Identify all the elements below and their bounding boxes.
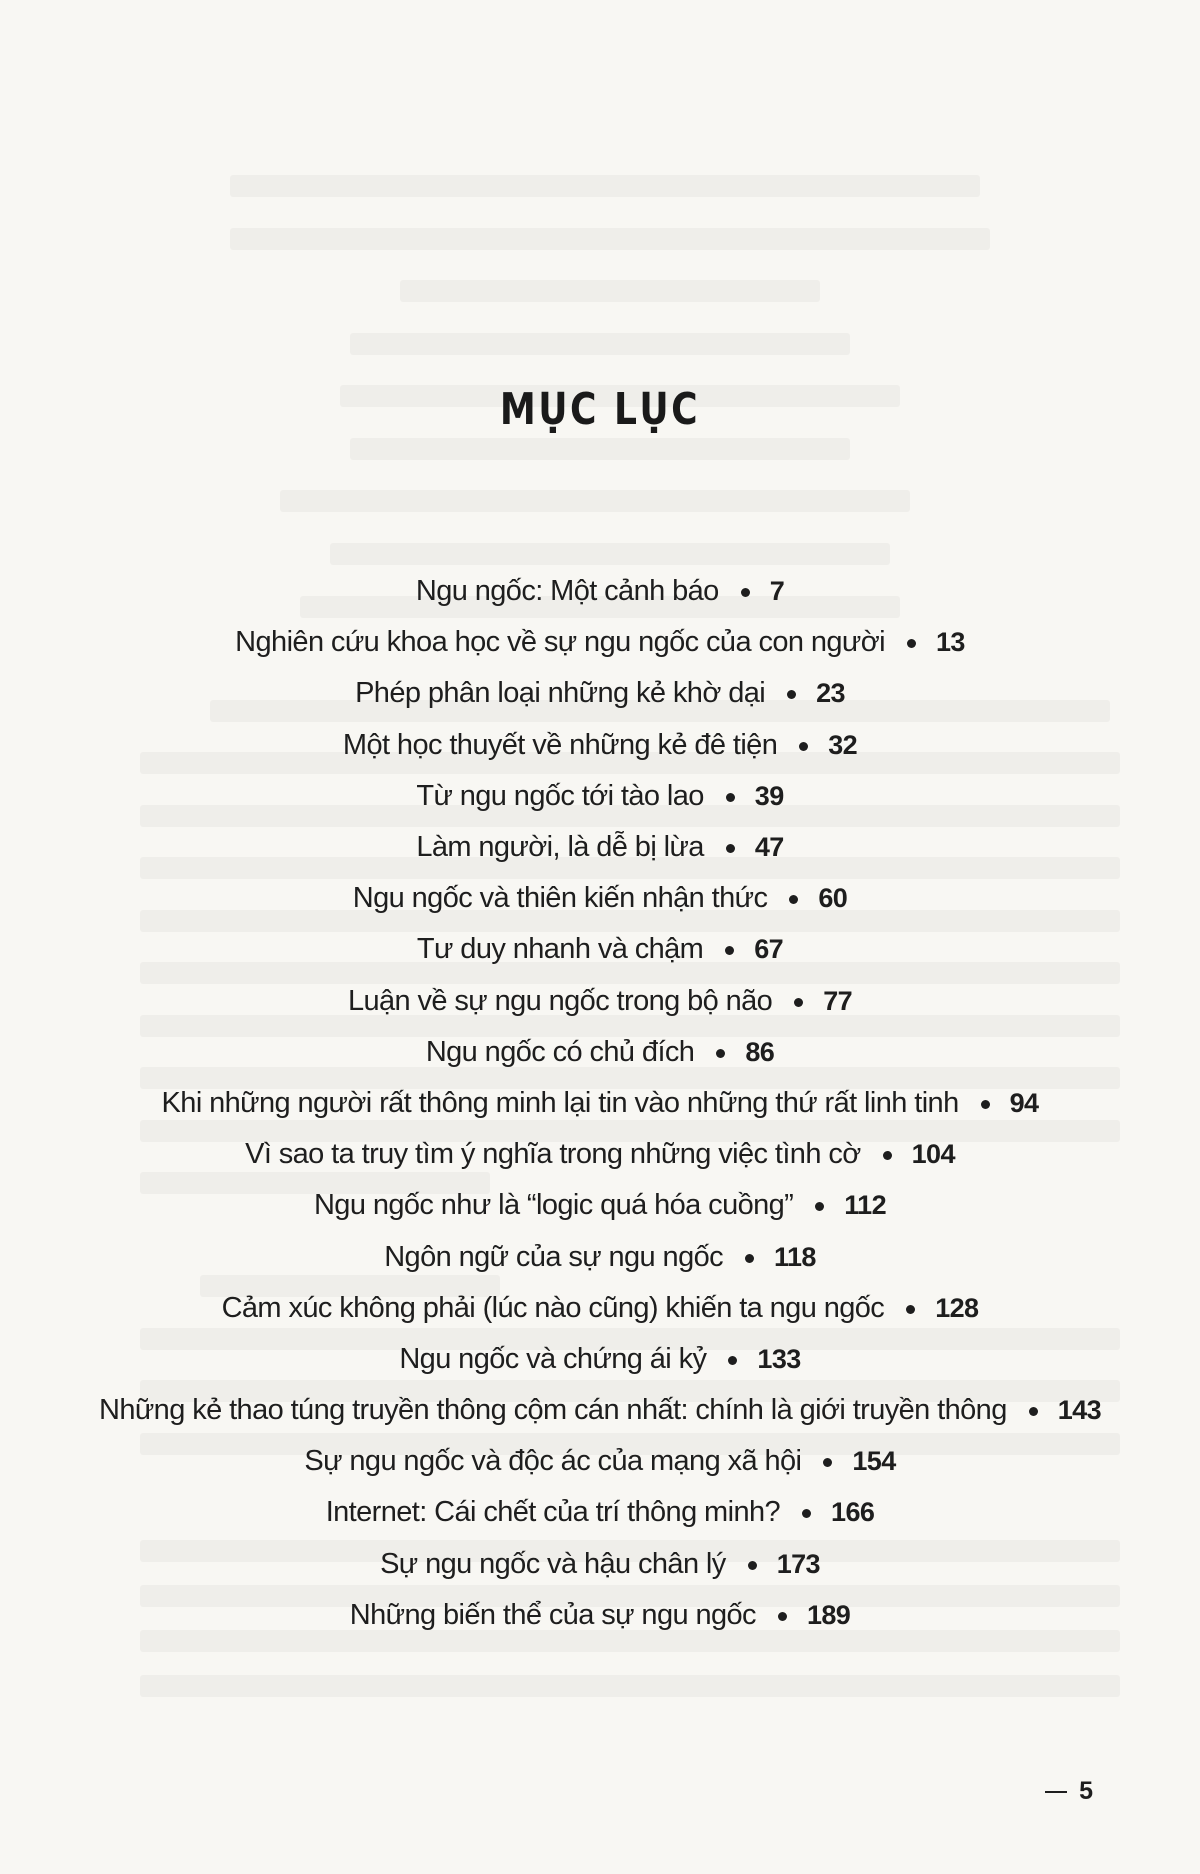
toc-entry-page: 112	[844, 1190, 887, 1221]
toc-entry-page: 143	[1057, 1395, 1101, 1426]
toc-entry-title: Internet: Cái chết của trí thông minh?	[325, 1496, 781, 1529]
bullet-icon	[787, 690, 796, 699]
toc-entry-title: Nghiên cứu khoa học về sự ngu ngốc của con người	[235, 626, 885, 659]
bullet-icon	[883, 1151, 892, 1160]
toc-entry	[0, 1078, 1200, 1129]
toc-entry-page: 104	[911, 1139, 955, 1170]
toc-entry	[0, 1590, 1200, 1641]
toc-entry-title: Ngu ngốc và thiên kiến nhận thức	[352, 882, 768, 915]
toc-entry-title: Cảm xúc không phải (lúc nào cũng) khiến ta ngu ngốc	[221, 1291, 885, 1324]
toc-entry-line	[235, 626, 965, 659]
toc-entry-line	[416, 575, 784, 608]
toc-entry-title: Tư duy nhanh và chậm	[416, 933, 704, 966]
toc-entry	[0, 822, 1200, 873]
bullet-icon	[789, 895, 798, 904]
bullet-icon	[799, 742, 808, 751]
toc-entry-line	[304, 1445, 895, 1478]
toc-entry-line	[245, 1138, 955, 1171]
toc-entry-line	[350, 1599, 850, 1632]
toc-entry-page: 133	[757, 1343, 801, 1374]
bullet-icon	[815, 1202, 824, 1211]
toc-entry-page: 86	[745, 1036, 775, 1067]
toc-entry	[0, 873, 1200, 924]
bullet-icon	[981, 1100, 990, 1109]
toc-entry	[0, 1231, 1200, 1282]
toc-entry-page: 23	[816, 678, 845, 709]
toc-entry-title: Làm người, là dễ bị lừa	[416, 831, 704, 864]
toc-entry-page: 118	[774, 1241, 816, 1272]
bullet-icon	[725, 946, 734, 955]
toc-entry-line	[426, 1036, 774, 1069]
bullet-icon	[1029, 1407, 1038, 1416]
toc-entry-line	[348, 985, 852, 1018]
toc-entry-title: Một học thuyết về những kẻ đê tiện	[342, 728, 778, 761]
toc-entry-title: Ngu ngốc và chứng ái kỷ	[399, 1342, 707, 1375]
toc-entry-page: 154	[852, 1446, 896, 1477]
bullet-icon	[794, 998, 803, 1007]
toc-entry-page: 166	[831, 1497, 875, 1528]
toc-entry-title: Những biến thể của sự ngu ngốc	[349, 1598, 756, 1631]
toc-entry-line	[314, 1189, 886, 1222]
bullet-icon	[741, 588, 750, 597]
table-of-contents	[0, 566, 1200, 1641]
toc-entry-title: Sự ngu ngốc và độc ác của mạng xã hội	[304, 1445, 802, 1478]
toc-entry-line	[416, 780, 783, 813]
bullet-icon	[728, 1356, 737, 1365]
toc-entry-line	[99, 1394, 1101, 1427]
toc-entry-title: Từ ngu ngốc tới tào lao	[416, 779, 704, 812]
toc-entry	[0, 1436, 1200, 1487]
toc-entry-page: 39	[754, 780, 784, 811]
toc-entry	[0, 1539, 1200, 1590]
toc-entry-line	[416, 831, 783, 864]
bullet-icon	[778, 1612, 787, 1621]
toc-entry-title: Sự ngu ngốc và hậu chân lý	[380, 1547, 726, 1580]
toc-entry	[0, 976, 1200, 1027]
toc-entry	[0, 566, 1200, 617]
toc-entry-page: 32	[828, 729, 858, 760]
bullet-icon	[745, 1254, 754, 1263]
toc-entry-page: 128	[935, 1292, 979, 1323]
toc-entry	[0, 1283, 1200, 1334]
toc-entry-page: 189	[806, 1599, 851, 1630]
toc-entry	[0, 1385, 1200, 1436]
toc-entry	[0, 1180, 1200, 1231]
toc-entry	[0, 924, 1200, 975]
bullet-icon	[906, 1305, 915, 1314]
bullet-icon	[802, 1509, 811, 1518]
toc-entry-page: 7	[769, 576, 785, 607]
toc-entry-title: Những kẻ thao túng truyền thông cộm cán nhất: chính là giới truyền thông	[99, 1394, 1007, 1427]
toc-entry-title: Khi những người rất thông minh lại tin vào những thứ rất linh tinh	[161, 1086, 959, 1119]
toc-entry-line	[162, 1087, 1039, 1120]
toc-entry	[0, 1334, 1200, 1385]
bullet-icon	[726, 844, 735, 853]
toc-entry	[0, 1129, 1200, 1180]
toc-entry-page: 67	[754, 934, 784, 965]
toc-entry	[0, 617, 1200, 668]
toc-entry-page: 13	[935, 627, 965, 658]
toc-entry	[0, 668, 1200, 719]
toc-entry-title: Vì sao ta truy tìm ý nghĩa trong những việc tình cờ	[245, 1138, 861, 1171]
toc-entry-page: 77	[823, 985, 853, 1016]
toc-entry-line	[399, 1343, 800, 1376]
toc-entry	[0, 1487, 1200, 1538]
bullet-icon	[748, 1561, 757, 1570]
toc-entry-line	[417, 933, 783, 966]
folio-dash	[1045, 1791, 1067, 1793]
bullet-icon	[726, 793, 735, 802]
toc-entry-title: Ngu ngốc như là “logic quá hóa cuồng”	[313, 1189, 794, 1222]
toc-entry-line	[355, 677, 845, 710]
bullet-icon	[823, 1458, 832, 1467]
page-title: MỤC LỤC	[499, 384, 701, 435]
toc-entry	[0, 771, 1200, 822]
toc-entry-page: 94	[1009, 1087, 1039, 1118]
bullet-icon	[907, 639, 916, 648]
toc-entry-line	[380, 1548, 820, 1581]
toc-entry-line	[343, 729, 857, 762]
page-number-value: 5	[1079, 1777, 1093, 1805]
toc-entry	[0, 720, 1200, 771]
toc-entry-title: Ngu ngốc có chủ đích	[425, 1035, 695, 1068]
toc-entry-line	[222, 1292, 979, 1325]
bullet-icon	[716, 1049, 725, 1058]
toc-entry-line	[326, 1496, 875, 1529]
toc-entry-line	[384, 1241, 816, 1274]
toc-entry	[0, 1027, 1200, 1078]
toc-entry-page: 173	[776, 1548, 820, 1579]
toc-entry-page: 60	[818, 883, 848, 914]
toc-entry-page: 47	[754, 832, 784, 863]
toc-entry-line	[353, 882, 847, 915]
toc-entry-title: Ngôn ngữ của sự ngu ngốc	[384, 1240, 724, 1273]
toc-entry-title: Phép phân loại những kẻ khờ dại	[355, 677, 766, 710]
page-number	[1045, 1777, 1093, 1806]
toc-entry-title: Luận về sự ngu ngốc trong bộ não	[347, 984, 773, 1017]
toc-entry-title: Ngu ngốc: Một cảnh báo	[415, 575, 719, 608]
